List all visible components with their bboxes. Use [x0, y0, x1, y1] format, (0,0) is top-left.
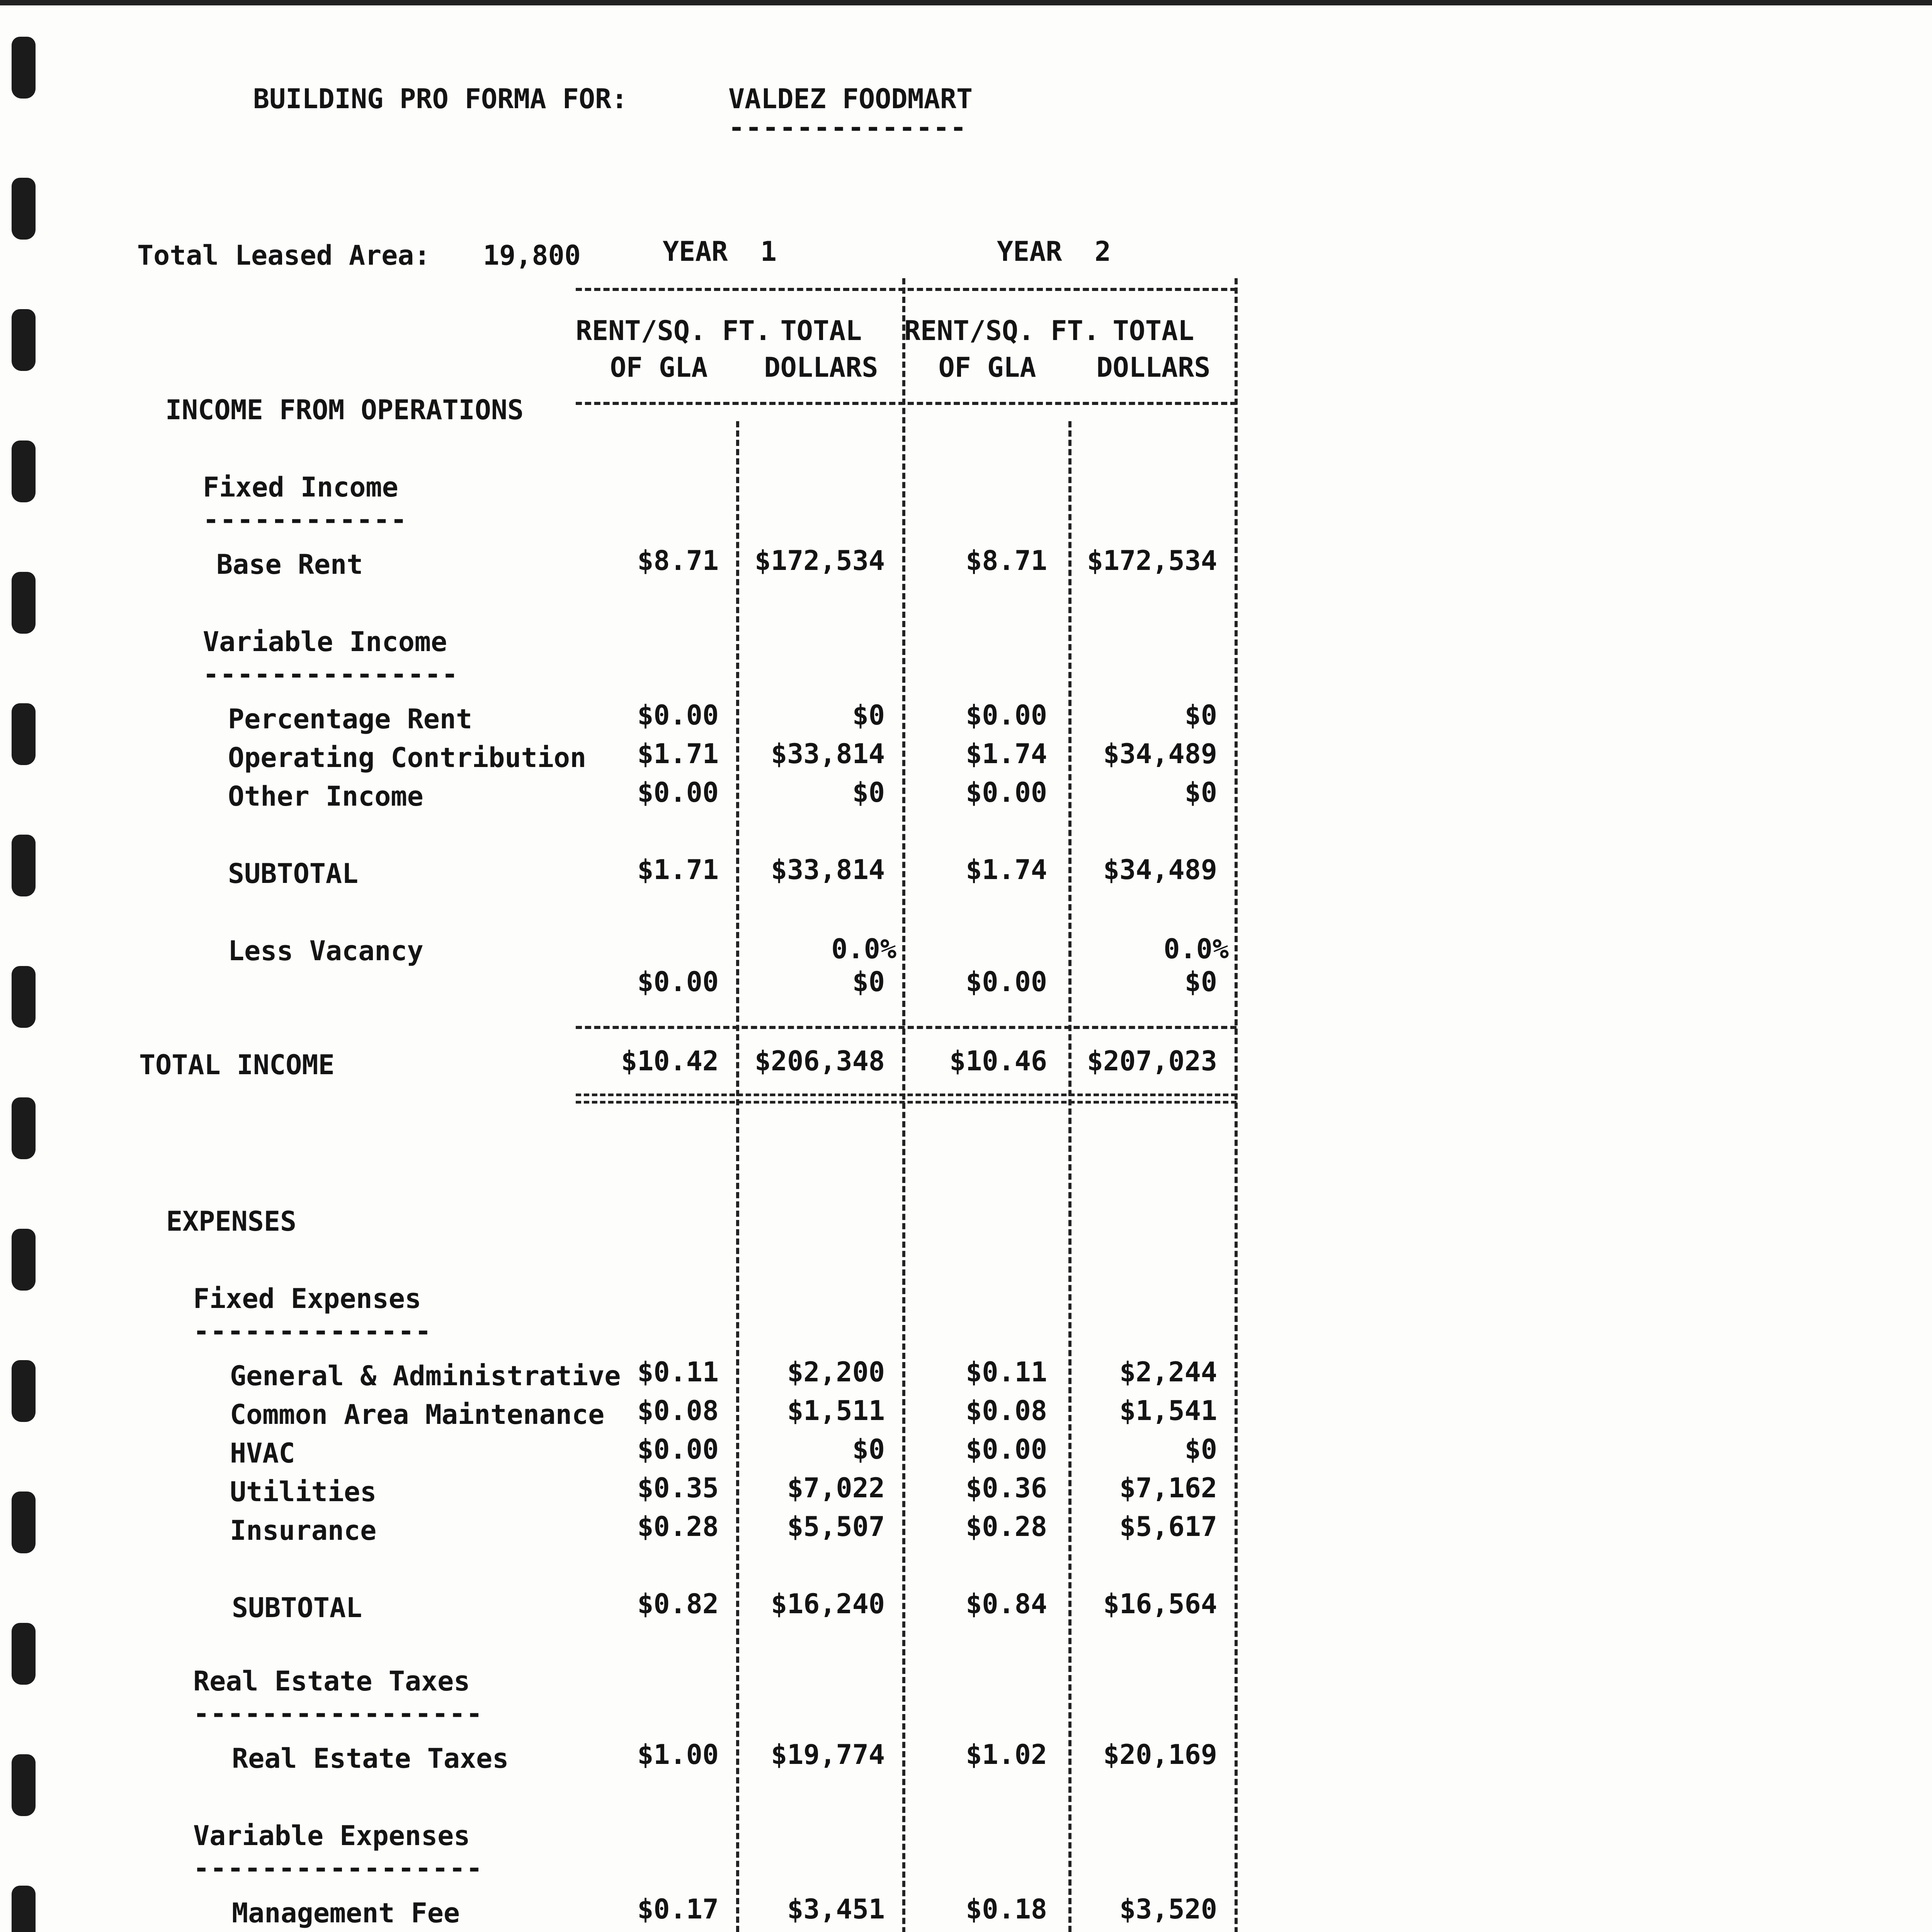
y2-total-value: $0 [1184, 777, 1217, 808]
year2-heading: YEAR 2 [997, 236, 1111, 267]
y1-rent-value: $0.11 [637, 1356, 719, 1388]
y1-total-header-1: TOTAL [780, 315, 862, 347]
binder-hole [12, 1360, 36, 1422]
row-label: SUBTOTAL [228, 858, 359, 889]
y2-total-value: $5,617 [1119, 1511, 1217, 1543]
property-name-underline: -------------- [728, 112, 968, 143]
section-variable-income: Variable Income [203, 626, 447, 658]
row-label: Less Vacancy [228, 935, 423, 967]
row-label: HVAC [230, 1437, 295, 1469]
y1-total-value: $5,507 [787, 1511, 885, 1543]
y2-rent-value: $1.74 [966, 854, 1047, 886]
y2-total-value: $34,489 [1103, 854, 1217, 886]
row-label: Percentage Rent [228, 703, 473, 735]
y2-rent-value: $0.00 [966, 699, 1047, 731]
y1-total-value: $2,200 [787, 1356, 885, 1388]
rule-header-bottom [576, 402, 1236, 405]
y2-total-value: $20,169 [1103, 1739, 1217, 1770]
leased-area-value: 19,800 [483, 240, 581, 271]
y2-total-header-2: DOLLARS [1096, 352, 1211, 383]
y1-rent-value: $1.71 [637, 854, 719, 886]
y2-rent-value: $0.28 [966, 1511, 1047, 1543]
row-label: General & Administrative [230, 1360, 621, 1392]
y1-total-value: $0 [852, 777, 885, 808]
y1-total-value: $0 [852, 966, 885, 998]
row-label: Other Income [228, 781, 423, 812]
y1-total-value: $33,814 [770, 854, 885, 886]
y1-total-value: $33,814 [770, 738, 885, 770]
section-fixed-income: Fixed Income [203, 471, 398, 503]
section-expenses: EXPENSES [166, 1206, 297, 1237]
y2-rent-value: $0.00 [966, 1434, 1047, 1465]
y2-total-value: $16,564 [1103, 1588, 1217, 1620]
underline-variable-income: --------------- [203, 658, 459, 690]
y1-total-value: $206,348 [754, 1045, 885, 1077]
binder-hole [12, 440, 36, 502]
y1-rent-value: $8.71 [637, 545, 719, 577]
y1-total-header-2: DOLLARS [764, 352, 878, 383]
underline-fixed-income: ------------ [203, 504, 408, 536]
binder-hole [12, 178, 36, 240]
y2-rent-value: $0.18 [966, 1893, 1047, 1925]
y2-vacancy-pct: 0.0% [1163, 933, 1229, 965]
row-label: SUBTOTAL [232, 1592, 362, 1624]
y2-total-value: $172,534 [1087, 545, 1217, 577]
binder-hole [12, 309, 36, 371]
y1-rent-value: $0.17 [637, 1893, 719, 1925]
row-label: TOTAL INCOME [139, 1049, 335, 1081]
y1-total-value: $0 [852, 1434, 885, 1465]
section-fixed-expenses: Fixed Expenses [193, 1283, 422, 1315]
row-label: Common Area Maintenance [230, 1399, 605, 1430]
y1-rent-value: $0.08 [637, 1395, 719, 1427]
y1-rent-value: $0.00 [637, 777, 719, 808]
y2-rent-value: $1.74 [966, 738, 1047, 770]
underline-variable-expenses: ----------------- [193, 1852, 483, 1884]
binder-hole [12, 1623, 36, 1685]
row-label: Base Rent [216, 549, 363, 580]
y2-total-value: $7,162 [1119, 1472, 1217, 1504]
y2-rent-value: $0.36 [966, 1472, 1047, 1504]
y1-total-value: $172,534 [754, 545, 885, 577]
row-label: Insurance [230, 1515, 377, 1546]
y1-vacancy-pct: 0.0% [831, 933, 896, 965]
y2-rent-value: $0.00 [966, 966, 1047, 998]
page-top-edge [0, 0, 1932, 5]
y2-total-value: $0 [1184, 966, 1217, 998]
y1-rent-value: $1.00 [637, 1739, 719, 1770]
binder-hole [12, 1097, 36, 1159]
y1-rent-value: $0.28 [637, 1511, 719, 1543]
y1-rent-value: $0.00 [637, 699, 719, 731]
section-income-operations: INCOME FROM OPERATIONS [165, 394, 524, 426]
binder-hole [12, 37, 36, 99]
y1-rent-value: $0.82 [637, 1588, 719, 1620]
header-label: BUILDING PRO FORMA FOR: [253, 83, 628, 115]
binder-hole [12, 835, 36, 896]
y1-total-value: $3,451 [787, 1893, 885, 1925]
y1-rent-value: $0.35 [637, 1472, 719, 1504]
y1-rent-value: $0.00 [637, 966, 719, 998]
leased-area-label: Total Leased Area: [137, 240, 430, 271]
property-name: VALDEZ FOODMART [728, 83, 973, 115]
rule-before-total-income [576, 1026, 1236, 1029]
y2-rent-value: $0.00 [966, 777, 1047, 808]
y2-rent-value: $1.02 [966, 1739, 1047, 1770]
row-label: Management Fee [232, 1897, 460, 1929]
binder-hole [12, 966, 36, 1028]
y1-rent-value: $1.71 [637, 738, 719, 770]
y2-total-value: $2,244 [1119, 1356, 1217, 1388]
y2-rent-value: $0.11 [966, 1356, 1047, 1388]
y2-total-value: $0 [1184, 699, 1217, 731]
y2-rent-value: $8.71 [966, 545, 1047, 577]
separator-right [1235, 278, 1238, 1932]
year1-heading: YEAR 1 [663, 236, 777, 267]
y1-total-value: $16,240 [770, 1588, 885, 1620]
y1-rent-header-1: RENT/SQ. FT. [576, 315, 771, 347]
y2-rent-value: $0.84 [966, 1588, 1047, 1620]
y2-total-value: $0 [1184, 1434, 1217, 1465]
y2-total-value: $3,520 [1119, 1893, 1217, 1925]
y2-rent-value: $0.08 [966, 1395, 1047, 1427]
y1-total-value: $1,511 [787, 1395, 885, 1427]
y1-rent-value: $10.42 [621, 1045, 719, 1077]
separator-y1-rent [736, 421, 739, 1932]
y2-rent-header-2: OF GLA [938, 352, 1036, 383]
binder-hole [12, 1886, 36, 1932]
y2-rent-value: $10.46 [949, 1045, 1047, 1077]
y2-rent-header-1: RENT/SQ. FT. [904, 315, 1100, 347]
section-real-estate-taxes: Real Estate Taxes [193, 1665, 470, 1697]
y2-total-value: $1,541 [1119, 1395, 1217, 1427]
y2-total-value: $207,023 [1087, 1045, 1217, 1077]
y1-total-value: $7,022 [787, 1472, 885, 1504]
y2-total-value: $34,489 [1103, 738, 1217, 770]
section-variable-expenses: Variable Expenses [193, 1820, 470, 1852]
row-label: Utilities [230, 1476, 377, 1508]
y1-total-value: $19,774 [770, 1739, 885, 1770]
rule-top [576, 288, 1236, 291]
binder-hole [12, 1754, 36, 1816]
y1-rent-header-2: OF GLA [610, 352, 708, 383]
y1-rent-value: $0.00 [637, 1434, 719, 1465]
y1-total-value: $0 [852, 699, 885, 731]
binder-hole [12, 1492, 36, 1553]
row-label: Real Estate Taxes [232, 1743, 509, 1774]
row-label: Operating Contribution [228, 742, 587, 774]
separator-y2-rent [1068, 421, 1071, 1932]
underline-fixed-expenses: -------------- [193, 1315, 432, 1347]
binder-hole [12, 572, 36, 634]
binder-hole [12, 1229, 36, 1291]
separator-year [902, 278, 905, 1932]
binder-hole [12, 703, 36, 765]
underline-real-estate-taxes: ----------------- [193, 1698, 483, 1730]
y2-total-header-1: TOTAL [1112, 315, 1194, 347]
rule-double-total-income [576, 1094, 1236, 1104]
